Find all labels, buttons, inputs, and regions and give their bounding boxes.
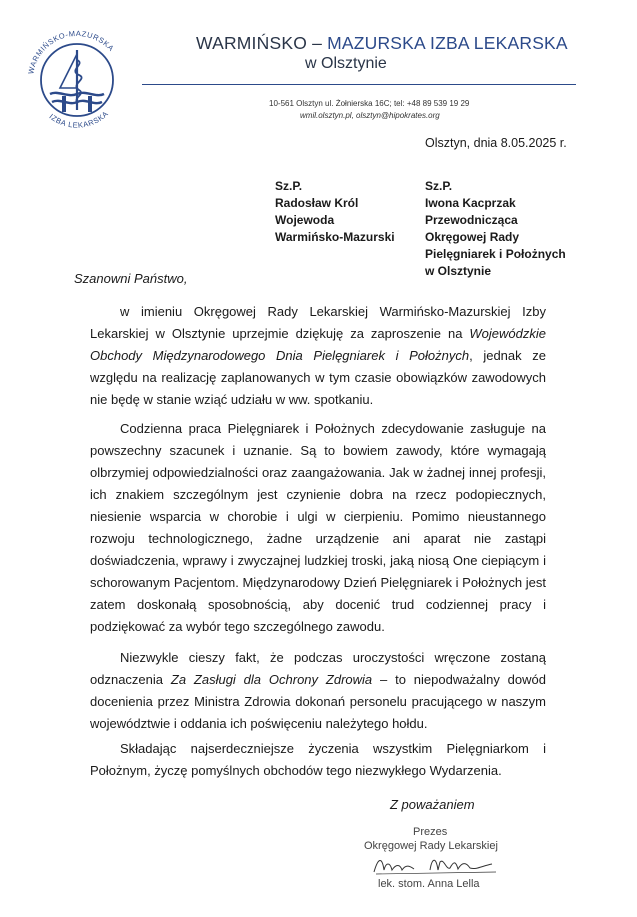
recipient-block-2 (425, 178, 566, 280)
signatory-name: lek. stom. Anna Lella (378, 878, 480, 890)
organization-address: 10-561 Olsztyn ul. Żołnierska 16C; tel: +48 89 539 19 29 (269, 99, 470, 108)
body-paragraph-2 (90, 418, 546, 638)
logo (24, 24, 130, 142)
handwritten-signature (370, 852, 500, 878)
closing: Z poważaniem (390, 797, 475, 812)
paragraph-text: w imieniu Okręgowej Rady Lekarskiej Warmińsko-Mazurskiej Izby Lekarskiej w Olsztynie uprzejmie dziękuję za zaproszenie na (90, 304, 546, 341)
logo-text-bottom: IZBA LEKARSKA (47, 109, 111, 130)
organization-name-part1: WARMIŃSKO – (196, 33, 328, 53)
organization-name (196, 33, 568, 54)
place-date: Olsztyn, dnia 8.05.2025 r. (425, 136, 567, 150)
recipient-line: Sz.P. (275, 179, 303, 193)
recipient-line: w Olsztynie (425, 264, 492, 278)
paragraph-text: Składając najserdeczniejsze życzenia wszystkim Pielęgniarkom i Położnym, życzę pomyślnych obchodów tego niezwykłego Wydarzenia. (90, 741, 546, 778)
organization-web: wmil.olsztyn.pl, olsztyn@hipokrates.org (300, 111, 440, 120)
body-paragraph-4 (90, 738, 546, 782)
svg-text:IZBA LEKARSKA (47, 109, 110, 130)
recipient-line: Wojewoda (275, 213, 335, 227)
signatory-organization: Okręgowej Rady Lekarskiej (364, 840, 498, 852)
recipient-line: Warmińsko-Mazurski (275, 230, 395, 244)
svg-text:WARMIŃSKO-MAZURSKA (26, 29, 116, 75)
award-name: Za Zasługi dla Ochrony Zdrowia (170, 672, 373, 687)
paragraph-text: Niezwykle cieszy fakt, że podczas uroczystości wręczone zostaną odznaczenia (90, 650, 546, 687)
salutation: Szanowni Państwo, (74, 271, 188, 286)
recipient-line: Radosław Król (275, 196, 359, 210)
caduceus-seal-icon (50, 50, 104, 112)
event-name: Wojewódzkie Obchody Międzynarodowego Dnia Pielęgniarek i Położnych (90, 326, 546, 363)
organization-city: w Olsztynie (305, 55, 387, 72)
body-paragraph-3 (90, 647, 546, 735)
recipient-line: Okręgowej Rady (425, 230, 520, 244)
paragraph-text: , jednak ze względu na realizację zaplanowanych w tym czasie obowiązków zawodowych nie będę w stanie wziąć udziału w ww. spotkaniu. (90, 348, 546, 407)
recipient-line: Pielęgniarek i Położnych (425, 247, 566, 261)
recipient-line: Sz.P. (425, 179, 453, 193)
recipient-block-1 (275, 178, 395, 246)
recipient-line: Przewodnicząca (425, 213, 518, 227)
body-paragraph-1 (90, 301, 546, 411)
paragraph-text: – to niepodważalny dowód docenienia przez Ministra Zdrowia dokonań personelu pracującego w naszym województwie i oddania ich poświęceniu należytego hołdu. (90, 672, 546, 731)
recipient-line: Iwona Kacprzak (425, 196, 516, 210)
organization-name-part2: MAZURSKA IZBA LEKARSKA (327, 33, 568, 53)
paragraph-text: Codzienna praca Pielęgniarek i Położnych zdecydowanie zasługuje na powszechny szacunek i uznanie. Są to bowiem zawody, które wymagają olbrzymiej odpowiedzialności oraz zaangażowania. Jak w żadnej innej profesji, ich znakiem szczególnym jest czynienie dobra na rzecz podopiecznych, niesienie wsparcia w chorobie i ulgi w cierpieniu. Pomimo nieustannego rozwoju technologicznego, żadne urządzenie ani aparat nie zastąpi doświadczenia, wprawy i zwyczajnej ludzkiej troski, jaką niosą One ciepiącym i schorowanym Pacjentom. Międzynarodowy Dzień Pielęgniarek i Położnych jest zatem doskonałą sposobnością, aby docenić trud codziennej pracy i podziękować za wybór tego szczególnego zawodu. (90, 421, 546, 634)
logo-text-top: WARMIŃSKO-MAZURSKA (26, 28, 116, 75)
header-divider (142, 84, 576, 85)
signatory-title: Prezes (413, 826, 448, 838)
